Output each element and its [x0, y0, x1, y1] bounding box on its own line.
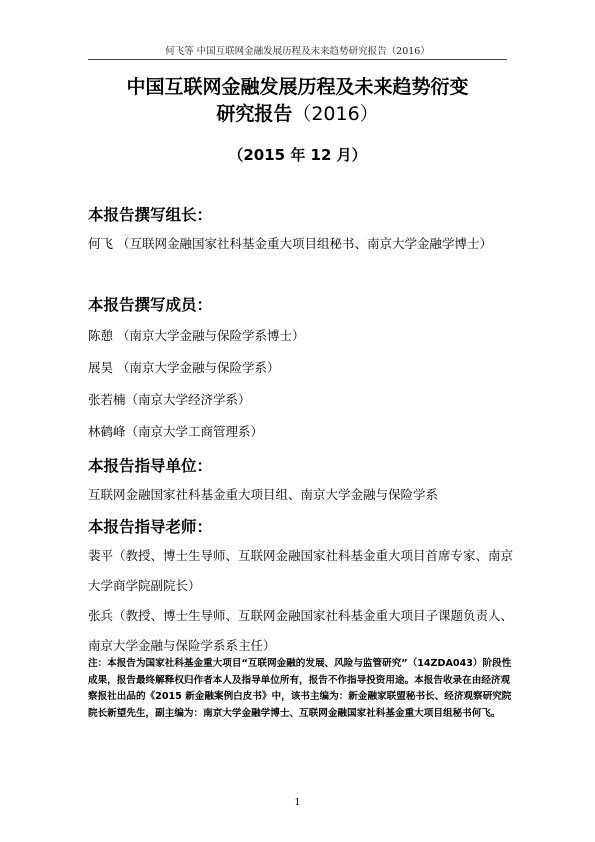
member-entry: 展昊 （南京大学金融与保险学系） [88, 360, 280, 375]
header-rule [88, 59, 507, 60]
leader-entry: 何飞 （互联网金融国家社科基金重大项目组秘书、南京大学金融学博士） [88, 236, 492, 251]
leader-heading: 本报告撰写组长： [88, 206, 213, 224]
members-heading: 本报告撰写成员： [88, 296, 213, 314]
page-number: 1 [294, 798, 301, 808]
running-head: 何飞等 中国互联网金融发展历程及未来趋势研究报告（2016） [165, 46, 430, 57]
member-entry: 林鹤峰（南京大学工商管理系） [88, 424, 264, 439]
member-entry: 张若楠（南京大学经济学系） [88, 392, 251, 407]
footnote: 注：本报告为国家社科基金重大项目“互联网金融的发展、风险与监管研究”（14ZDA043）阶段性成果，报告最终解释权归作者本人及指导单位所有，报告不作指导投资用途。本报告收录在由经济观察报社出品的《2015 新金融案例白皮书》中，该书主编为：新金融家联盟秘书长、经济观察研究院院长新望先生，副主编为：南京大学金融学博士、互联网金融国家社科基金重大项目组秘书何飞。 [88, 658, 512, 719]
title-line-2 [80, 101, 515, 128]
report-date: （2015 年 12 月） [228, 146, 367, 164]
advisor-entry: 裴平（教授、博士生导师、互联网金融国家社科基金重大项目首席专家、南京大学商学院副院长） [88, 548, 514, 593]
unit-entry: 互联网金融国家社科基金重大项目组、南京大学金融与保险学系 [88, 487, 439, 502]
member-entry: 陈憩 （南京大学金融与保险学系博士） [88, 328, 305, 343]
advisor-entry: 张兵（教授、博士生导师、互联网金融国家社科基金重大项目子课题负责人、南京大学金融与保险学系系主任） [88, 608, 514, 653]
title-year: （2016） [292, 103, 379, 125]
title-line-2-text: 研究报告 [216, 103, 293, 125]
units-heading: 本报告指导单位： [88, 457, 213, 475]
report-title [80, 74, 515, 128]
advisors-heading: 本报告指导老师： [88, 518, 213, 536]
title-line-1: 中国互联网金融发展历程及未来趋势衍变 [126, 76, 469, 98]
